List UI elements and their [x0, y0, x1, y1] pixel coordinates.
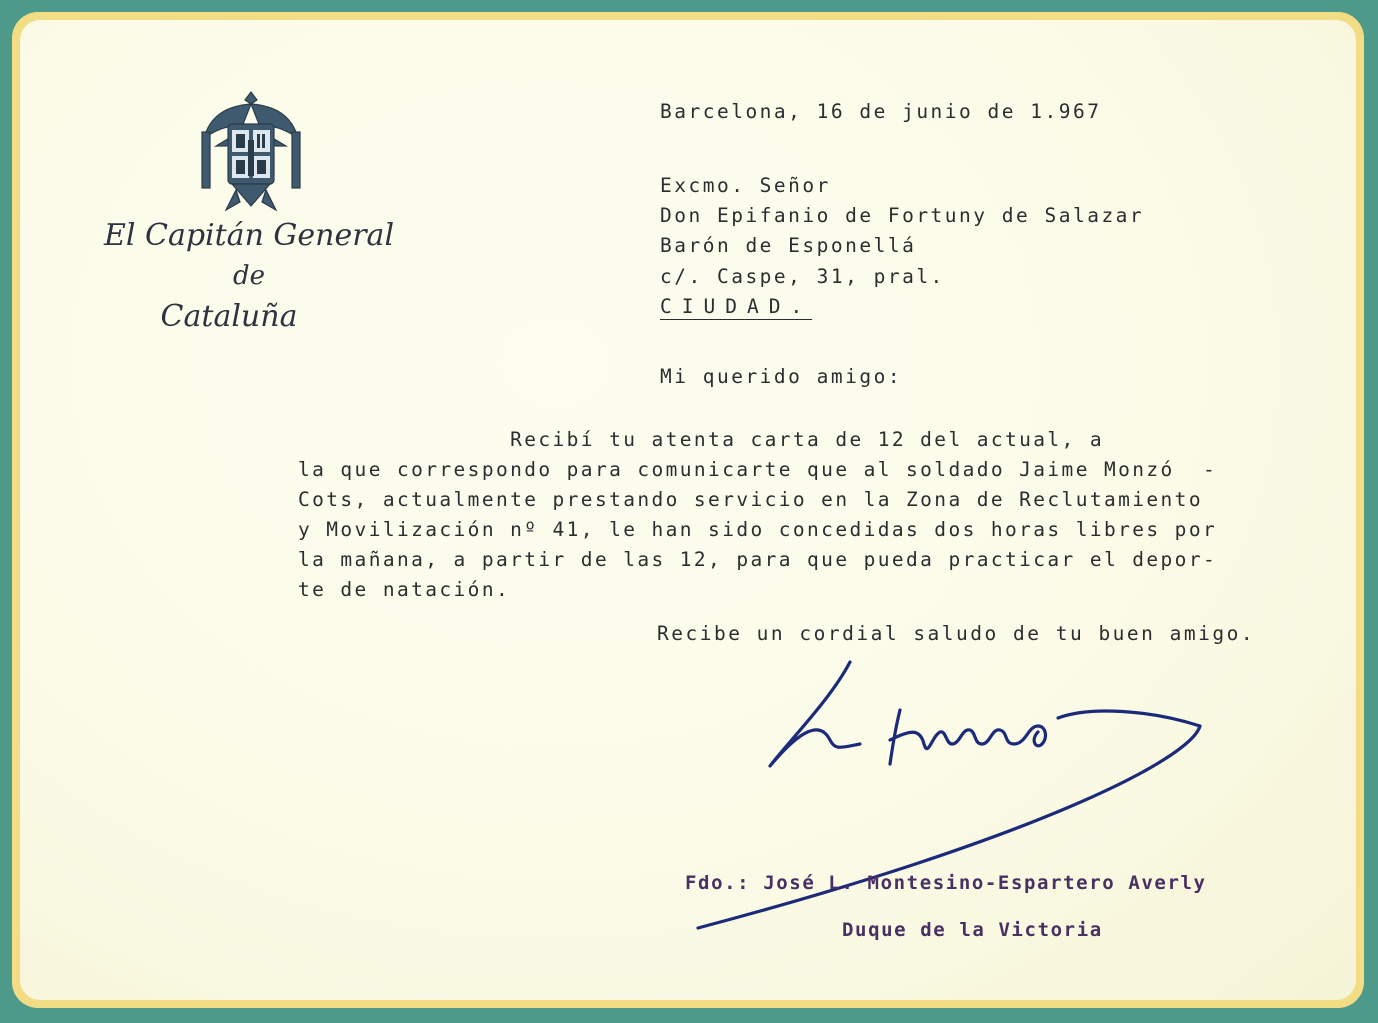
recipient-name: Don Epifanio de Fortuny de Salazar	[660, 204, 1145, 227]
letterhead	[104, 214, 404, 339]
recipient-address: c/. Caspe, 31, pral.	[660, 265, 945, 288]
body-line: te de natación.	[298, 578, 511, 601]
body-line: y Movilización nº 41, le han sido concedidas dos horas libres por	[298, 518, 1218, 541]
letterhead-preposition: de	[232, 260, 266, 291]
body-line: Cots, actualmente prestando servicio en la Zona de Reclutamiento	[298, 488, 1203, 511]
letter-body	[298, 425, 1318, 605]
letter-paper	[20, 20, 1356, 1000]
body-line: la mañana, a partir de las 12, para que pueda practicar el depor-	[298, 548, 1218, 571]
body-line: Recibí tu atenta carta de 12 del actual, a	[298, 428, 1104, 451]
letterhead-title: El Capitán General	[103, 218, 395, 253]
date-line: Barcelona, 16 de junio de 1.967	[660, 100, 1102, 123]
signatory-stamp-title: Duque de la Victoria	[842, 919, 1103, 941]
recipient-honorific: Excmo. Señor	[660, 174, 831, 197]
recipient-title: Barón de Esponellá	[660, 234, 917, 257]
coat-of-arms-icon	[196, 86, 306, 218]
recipient-city: CIUDAD.	[660, 295, 813, 318]
closing: Recibe un cordial saludo de tu buen amigo.	[657, 622, 1256, 645]
signatory-stamp-name: Fdo.: José L. Montesino-Espartero Averly	[685, 872, 1207, 894]
handwritten-signature	[670, 640, 1230, 940]
body-line: la que correspondo para comunicarte que al soldado Jaime Monzó -	[298, 458, 1218, 481]
salutation: Mi querido amigo:	[660, 365, 903, 388]
letterhead-region: Cataluña	[160, 299, 298, 335]
